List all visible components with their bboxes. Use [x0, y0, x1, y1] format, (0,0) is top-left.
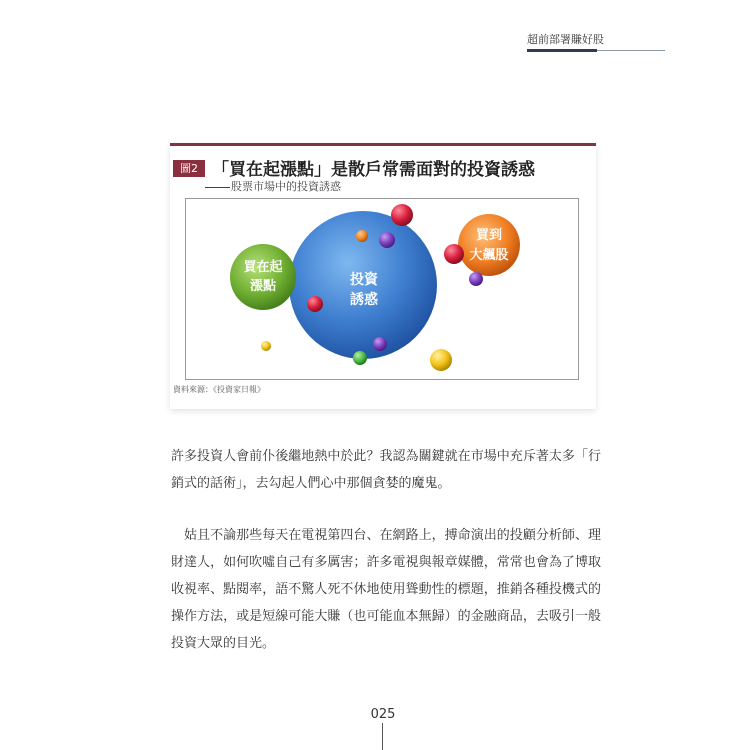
header-rule-dark — [527, 49, 597, 52]
right-bubble-label-line2: 大飆股 — [469, 248, 509, 263]
left-bubble-label-line2: 漲點 — [249, 279, 277, 294]
body-text — [171, 443, 601, 657]
main-bubble-label-line1: 投資 — [350, 272, 378, 288]
left-bubble-label-line1: 買在起 — [243, 260, 283, 275]
bubble-illustration-frame — [185, 198, 579, 380]
page-number: 025 — [370, 707, 396, 722]
figure-panel — [170, 143, 596, 409]
small-purple-ball-top — [379, 232, 395, 248]
body-paragraph-2: 姑且不論那些每天在電視第四台、在網路上，搏命演出的投顧分析師、理財達人，如何吹噓自己有多厲害；許多電視與報章媒體，常常也會為了博取收視率、點閱率，語不驚人死不休地使用聳動性的標題，推銷各種投機式的操作方法，或是短線可能大賺（也可能血本無歸）的金融商品，去吸引一般投資大眾的目光。 — [171, 528, 601, 651]
main-bubble-label-line2: 誘惑 — [350, 292, 378, 308]
figure-title: 「買在起漲點」是散戶常需面對的投資誘惑 — [212, 160, 535, 180]
running-header-title: 超前部署賺好股 — [527, 33, 604, 46]
small-red-ball-left — [307, 296, 323, 312]
small-red-ball-right — [444, 244, 464, 264]
figure-subtitle-text: 股票市場中的投資誘惑 — [231, 180, 341, 193]
right-bubble-label-line1: 買到 — [475, 228, 503, 243]
small-purple-ball-bottom — [373, 337, 387, 351]
small-yellow-ball-left — [261, 341, 271, 351]
bubble-illustration — [186, 199, 578, 379]
figure-source: 資料來源：《投資家日報》 — [173, 385, 265, 394]
small-green-ball — [353, 351, 367, 365]
figure-label: 圖2 — [173, 160, 205, 177]
subtitle-dash — [205, 187, 230, 188]
right-bubble — [458, 214, 520, 276]
body-paragraph-1: 許多投資人會前仆後繼地熱中於此？我認為關鍵就在市場中充斥著太多「行銷式的話術」，去勾起人們心中那個貪婪的魔鬼。 — [171, 449, 601, 491]
left-bubble — [230, 244, 296, 310]
small-yellow-ball-right — [430, 349, 452, 371]
small-purple-ball-right — [469, 272, 483, 286]
small-orange-ball — [356, 230, 368, 242]
page-number-rule — [382, 723, 383, 750]
figure-subtitle — [205, 178, 341, 194]
header-rule-light — [597, 50, 665, 51]
small-red-ball-top — [391, 204, 413, 226]
